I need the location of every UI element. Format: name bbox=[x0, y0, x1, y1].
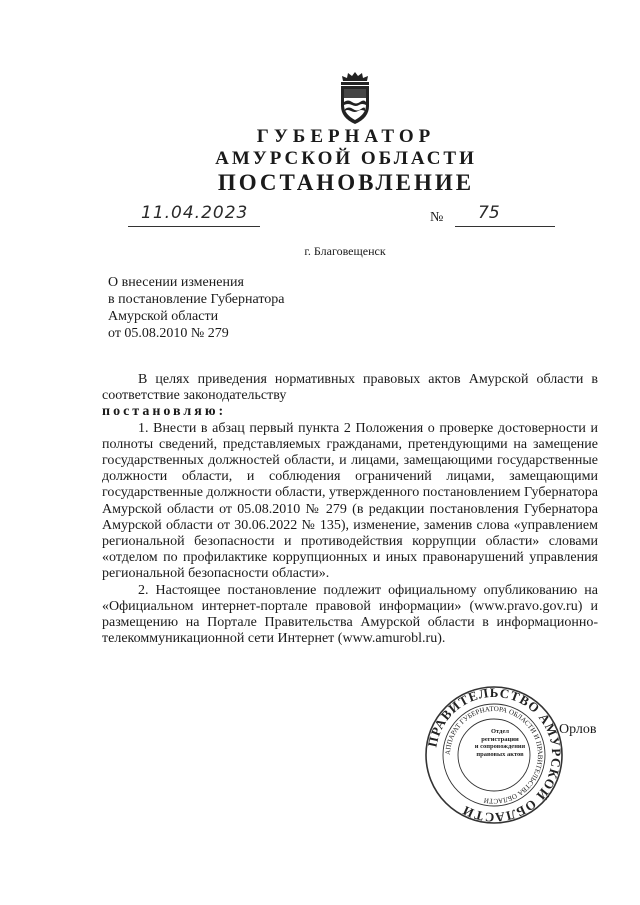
subject-line: Амурской области bbox=[108, 309, 219, 324]
subject-line: в постановление Губернатора bbox=[108, 292, 285, 307]
number-label: № bbox=[430, 210, 444, 225]
stamp-center-text: Отдел регистрации и сопровождения правовых актов bbox=[474, 728, 526, 758]
document-body bbox=[102, 372, 598, 647]
number-underline bbox=[455, 226, 555, 227]
document-subject bbox=[108, 274, 285, 342]
item-2-paragraph: 2. Настоящее постановление подлежит официальному опубликованию на «Официальном интернет-портале правовой информации» (www.pravo.gov.ru) и размещению на Портале Правительства Амурской области в информационно-телекоммуникационной сети Интернет (www.amurobl.ru). bbox=[102, 582, 598, 647]
signatory-name: Орлов bbox=[559, 722, 597, 737]
item-1-paragraph: 1. Внести в абзац первый пункта 2 Положения о проверке достоверности и полноты сведений, представляемых гражданами, претендующими на замещение государственных должностей области, и лицами, замещающими государственные должности области, и соблюдения ограничений лицами, замещающими государственные должности области, утвержденного постановлением Губернатора Амурской области от 05.08.2010 № 279 (в редакции постановления Губернатора Амурской области от 30.06.2022 № 135), изменение, заменив слова «управлением региональной безопасности и противодействия коррупции области» словами «отделом по профилактике коррупционных и иных правонарушений управления региональной безопасности области». bbox=[102, 420, 598, 582]
decree-word: постановляю: bbox=[102, 404, 227, 420]
subject-line: от 05.08.2010 № 279 bbox=[108, 326, 229, 341]
document-type-heading: ПОСТАНОВЛЕНИЕ bbox=[217, 170, 475, 195]
subject-line: О внесении изменения bbox=[108, 275, 244, 290]
date-underline bbox=[128, 226, 260, 227]
stamp-ring-text: ПРАВИТЕЛЬСТВО АМУРСКОЙ ОБЛАСТИ bbox=[424, 685, 564, 825]
city-name: г. Благовещенск bbox=[304, 244, 386, 258]
document-date: 11.04.2023 bbox=[141, 203, 249, 223]
document-number: 75 bbox=[478, 203, 500, 223]
intro-paragraph: В целях приведения нормативных правовых актов Амурской области в соответствие законодательству bbox=[102, 372, 598, 404]
coat-of-arms-emblem bbox=[333, 70, 377, 126]
governor-heading: ГУБЕРНАТОР bbox=[256, 126, 436, 147]
region-heading: АМУРСКОЙ ОБЛАСТИ bbox=[215, 148, 477, 169]
stamp-inner-ring-text: АППАРАТ ГУБЕРНАТОРА ОБЛАСТИ И ПРАВИТЕЛЬСТВА ОБЛАСТИ bbox=[443, 704, 545, 806]
